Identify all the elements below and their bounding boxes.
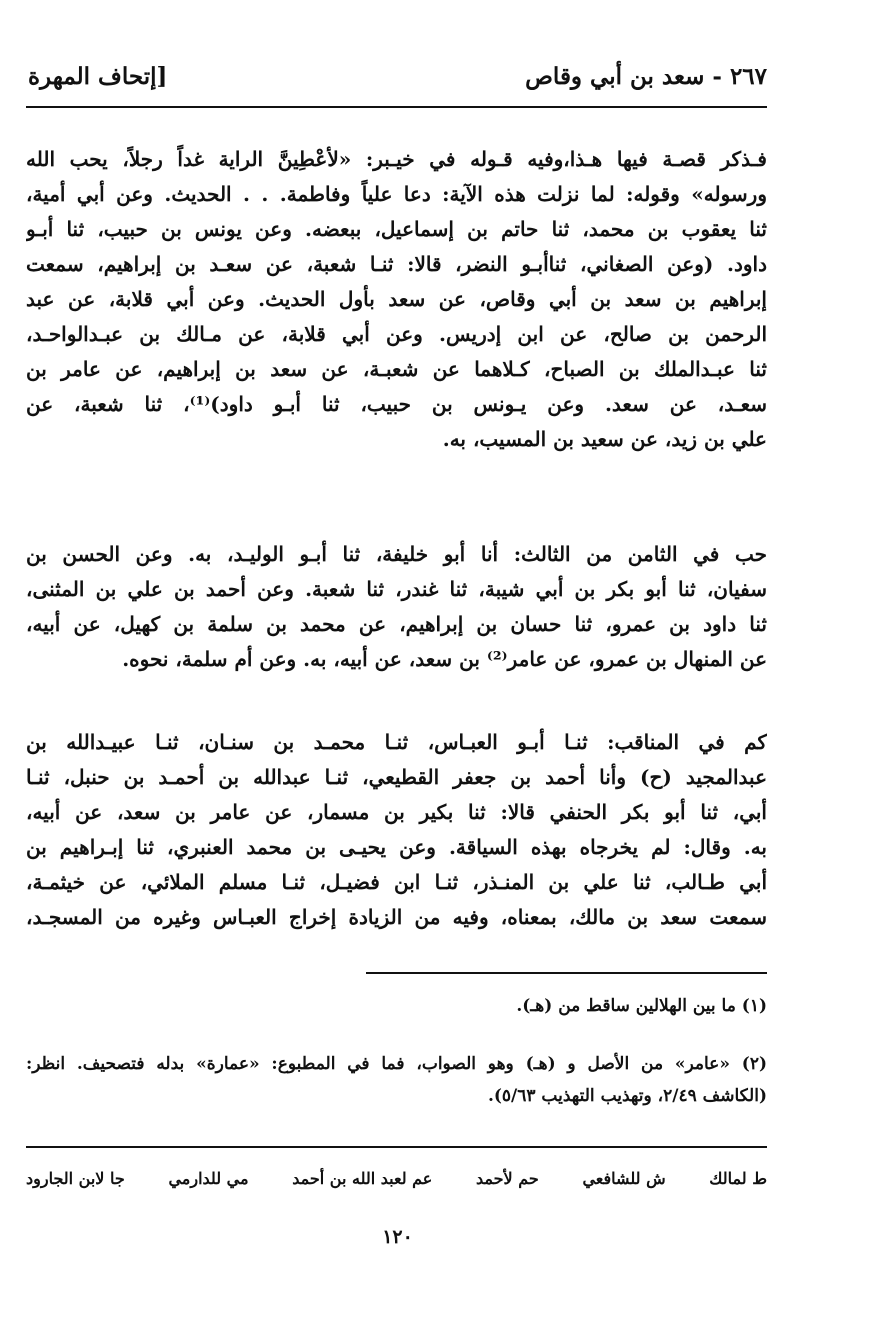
abbreviation-item: حم لأحمد <box>476 1168 539 1188</box>
footnote-divider <box>366 972 767 974</box>
text-line: علي بن زيد، عن سعيد بن المسيب، به. <box>442 427 767 451</box>
text-line: سفيان، ثنا أبو بكر بن أبي شيبة، ثنا غندر، ثنا شعبة. وعن أحمد بن علي بن المثنى، <box>26 577 767 601</box>
text-line: به. وقال: لم يخرجاه بهذه السياقة. وعن يحيـى بن محمد العنبري، ثنا إبـراهيم بن <box>26 835 767 859</box>
text-line: ورسوله» وقوله: لما نزلت هذه الآية: دعا علياً وفاطمة. . . الحديث. وعن أبي أمية، <box>26 182 767 206</box>
abbreviation-item: مي للدارمي <box>168 1168 249 1188</box>
text-line: أبي، ثنا أبو بكر الحنفي قالا: ثنا بكير بن مسمار، عن عامر بن سعد، عن أبيه، <box>26 800 767 824</box>
paragraph-1 <box>26 142 767 457</box>
page-number: ١٢٠ <box>382 1226 413 1248</box>
text-line: ثنا عبـدالملك بن الصباح، كـلاهما عن شعبـة، عن سعد بن إبراهيم، عن عامر بن <box>26 357 767 381</box>
header-divider <box>26 106 767 108</box>
text-line: داود. (وعن الصغاني، ثناأبـو النضر، قالا: ثنـا شعبة، عن سعـد بن إبراهيم، سمعت <box>26 252 767 276</box>
running-header <box>28 56 767 96</box>
text-line: ثنا يعقوب بن محمد، ثنا حاتم بن إسماعيل، ببعضه. وعن يونس بن حبيب، ثنا أبـو <box>26 217 767 241</box>
text-line: عبدالمجيد (ح) وأنا أحمد بن جعفر القطيعي، ثنـا عبدالله بن أحمـد بن حنبل، ثنـا <box>26 765 767 789</box>
text-line: كم في المناقب: ثنـا أبـو العبـاس، ثنـا محمـد بن سنـان، ثنـا عبيـدالله بن <box>26 730 767 754</box>
text-line: سعـد، عن سعد. وعن يـونس بن حبيب، ثنا أبـو داود)⁽¹⁾، ثنا شعبة، عن <box>26 392 767 416</box>
footnote-2 <box>26 1048 767 1112</box>
header-section-title: ٢٦٧ - سعد بن أبي وقاص <box>525 62 767 90</box>
text-line: إبراهيم بن سعد بن أبي وقاص، عن سعد بأول الحديث. وعن أبي قلابة، عن عبد <box>26 287 767 311</box>
header-book-title: [إتحاف المهرة <box>28 62 168 90</box>
footnote-text-line: (٢) «عامر» من الأصل و (هـ) وهو الصواب، فما في المطبوع: «عمارة» بدله فتصحيف. انظر: <box>26 1054 767 1074</box>
paragraph-2 <box>26 537 767 677</box>
abbreviations-divider <box>26 1146 767 1148</box>
abbreviation-item: ط لمالك <box>709 1168 767 1188</box>
footnote-text-line: (الكاشف ٢/٤٩، وتهذيب التهذيب ٥/٦٣). <box>487 1086 767 1106</box>
text-line: الرحمن بن صالح، عن ابن إدريس. وعن أبي قلابة، عن مـالك بن عبـدالواحـد، <box>26 322 767 346</box>
footnote-1 <box>26 990 767 1022</box>
text-line: عن المنهال بن عمرو، عن عامر⁽²⁾ بن سعد، عن أبيه، به. وعن أم سلمة، نحوه. <box>122 647 767 671</box>
footnote-text: (١) ما بين الهلالين ساقط من (هـ). <box>516 996 767 1016</box>
abbreviation-item: عم لعبد الله بن أحمد <box>292 1168 433 1188</box>
paragraph-3 <box>26 725 767 935</box>
abbreviation-item: جا لابن الجارود <box>26 1168 125 1188</box>
text-line: ثنا داود بن عمرو، ثنا حسان بن إبراهيم، عن محمد بن سلمة بن كهيل، عن أبيه، <box>26 612 767 636</box>
text-line: حب في الثامن من الثالث: أنا أبو خليفة، ثنا أبـو الوليـد، به. وعن الحسن بن <box>26 542 767 566</box>
text-line: أبي طـالب، ثنا علي بن المنـذر، ثنـا ابن فضيـل، ثنـا مسلم الملائي، عن خيثمـة، <box>26 870 767 894</box>
abbreviation-item: ش للشافعي <box>582 1168 666 1188</box>
text-line: سمعت سعد بن مالك، بمعناه، وفيه من الزيادة إخراج العبـاس وغيره من المسجـد، <box>26 905 767 929</box>
abbreviations-key <box>26 1163 767 1193</box>
text-line: فـذكر قصـة فيها هـذا،وفيه قـوله في خيـبر: «لأعْطِينَّ الراية غداً رجلاً، يحب الله <box>26 147 767 171</box>
